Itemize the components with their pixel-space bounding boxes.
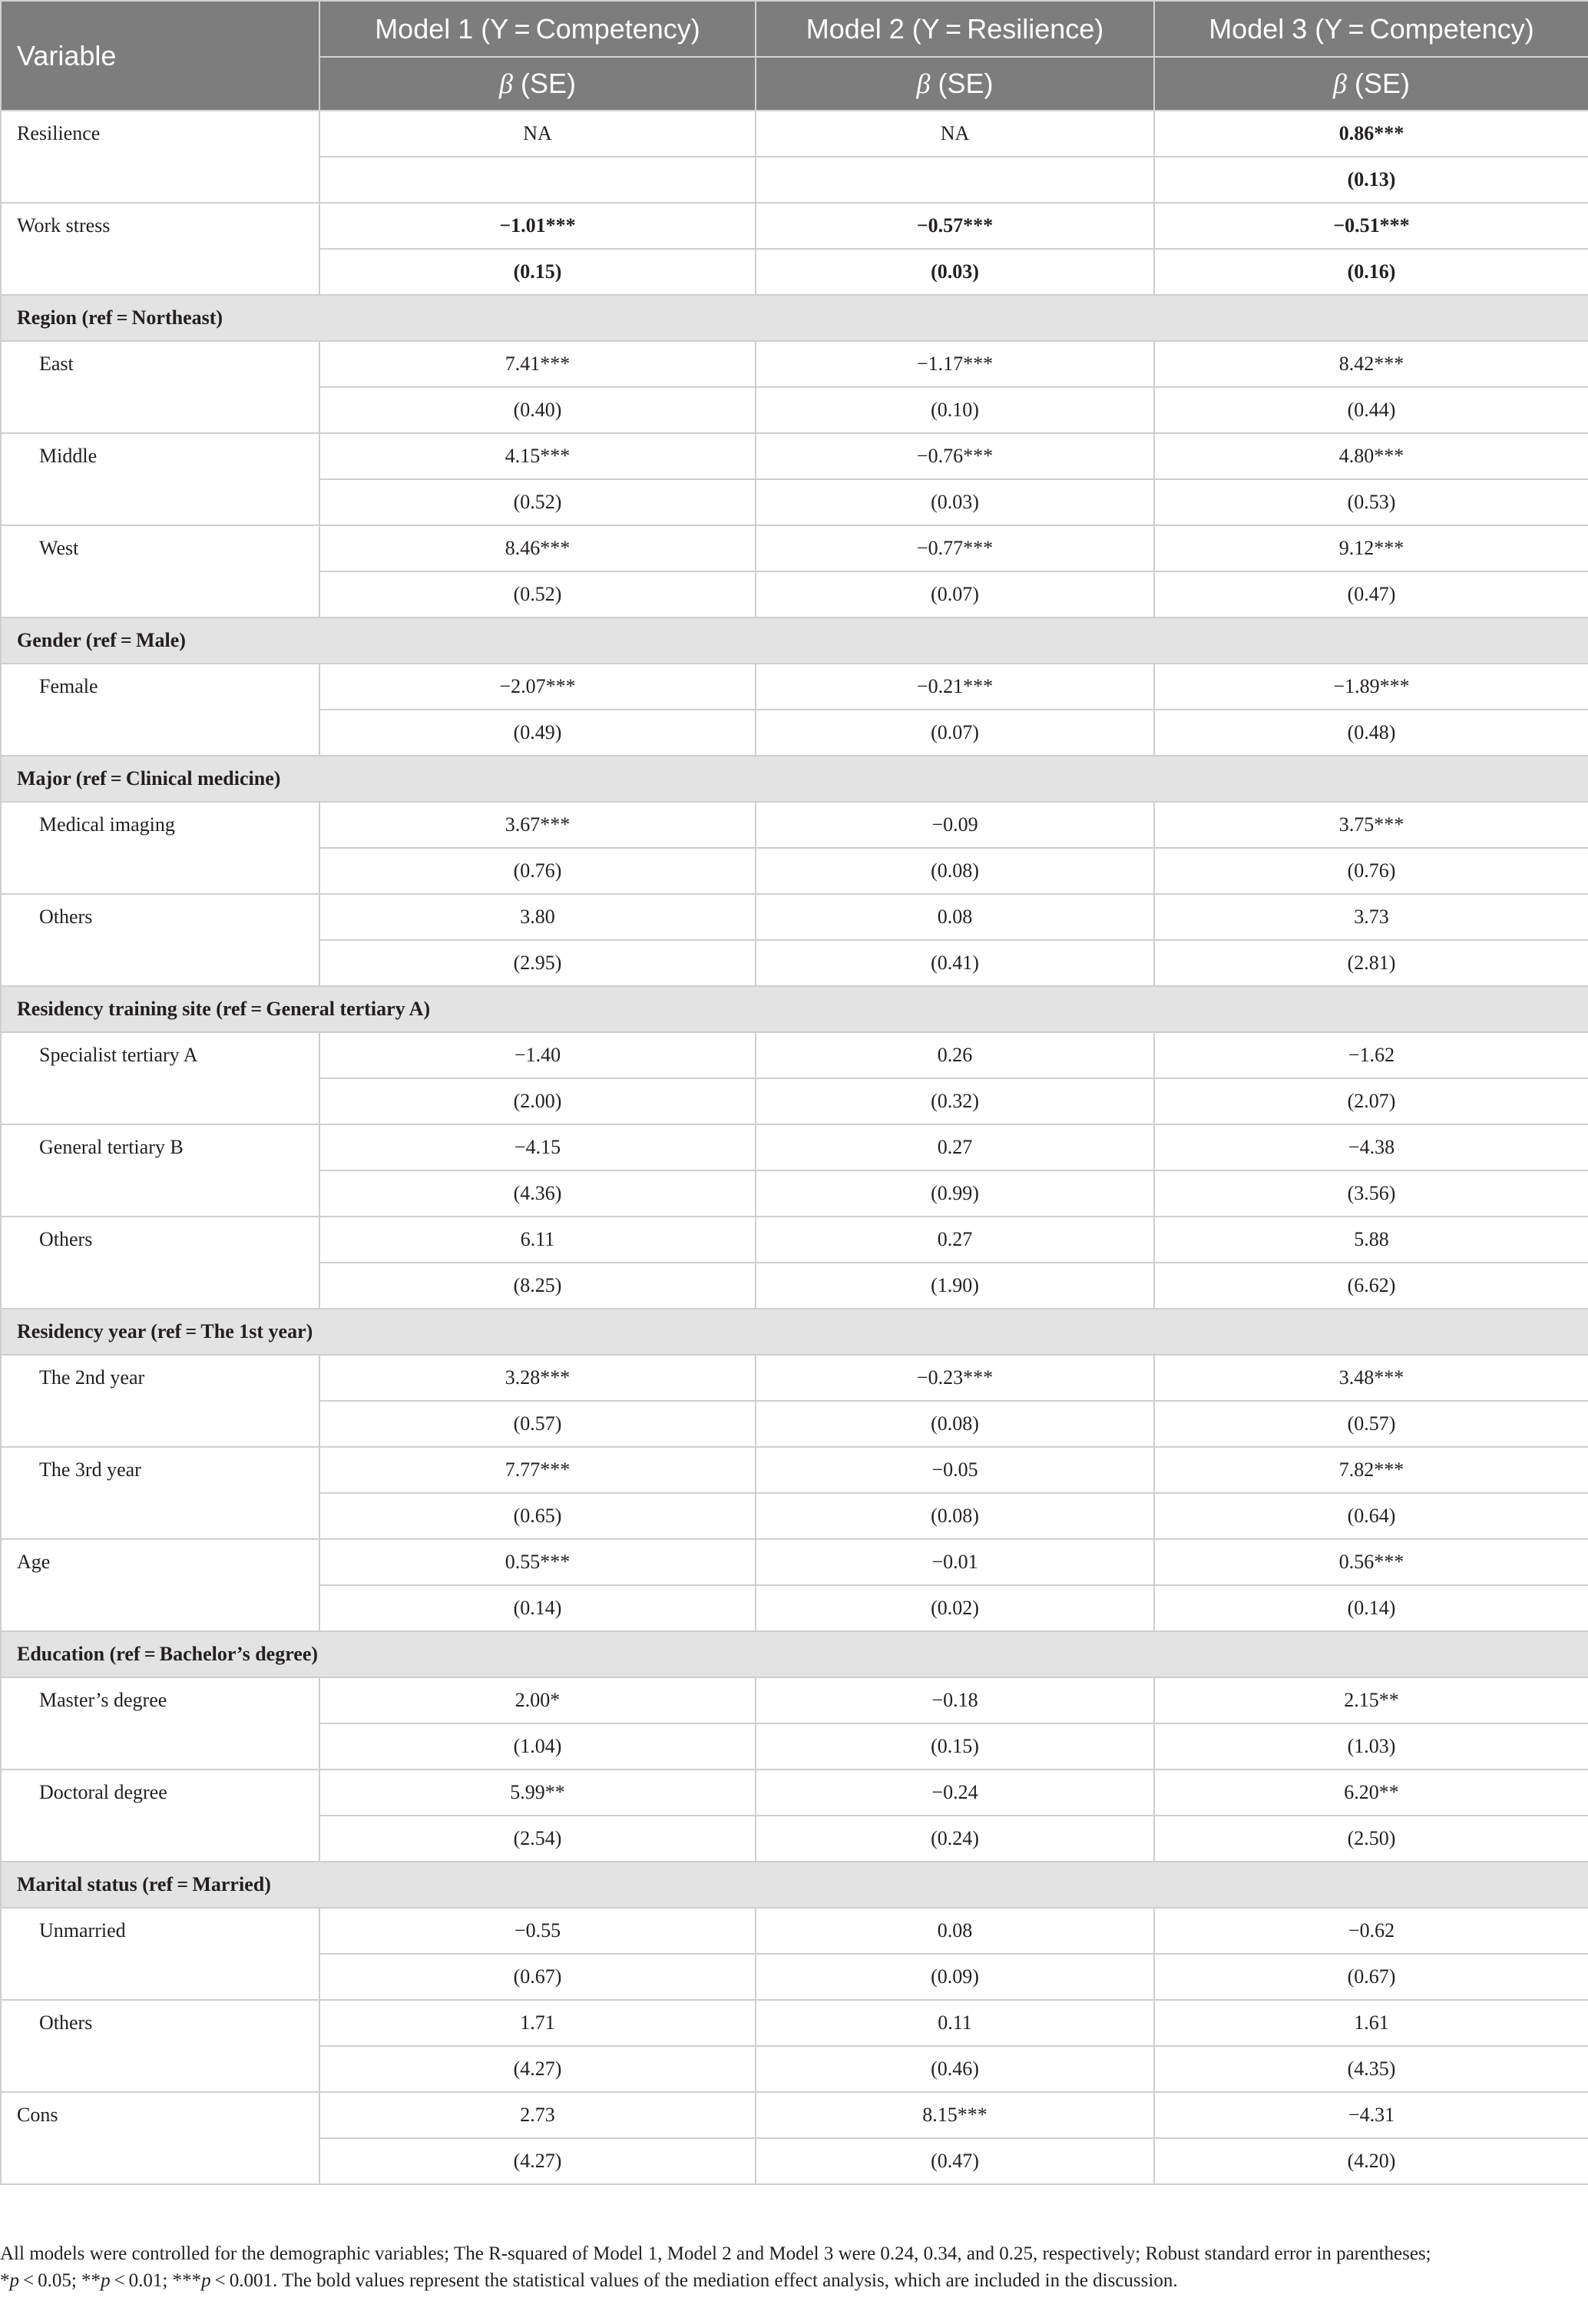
variable-label: General tertiary B (1, 1124, 319, 1217)
standard-error-cell: (0.49) (319, 710, 756, 756)
coefficient-cell: 6.11 (319, 1217, 756, 1263)
variable-label: Medical imaging (1, 802, 319, 894)
standard-error-cell: (2.95) (319, 940, 756, 986)
standard-error-cell: (0.76) (319, 848, 756, 894)
coefficient-cell: 7.77*** (319, 1447, 756, 1493)
coefficient-cell: −0.05 (756, 1447, 1154, 1493)
standard-error-cell: (0.08) (756, 848, 1154, 894)
coefficient-cell: −1.89*** (1154, 664, 1588, 710)
category-row (1, 756, 1588, 802)
coefficient-cell: NA (319, 111, 756, 157)
variable-label: Specialist tertiary A (1, 1032, 319, 1124)
coefficient-cell: 3.80 (319, 894, 756, 940)
estimate-row (1, 111, 1588, 157)
standard-error-cell: (4.36) (319, 1170, 756, 1217)
coefficient-cell: 3.28*** (319, 1355, 756, 1401)
variable-label: The 2nd year (1, 1355, 319, 1447)
p-symbol: p (9, 2270, 19, 2291)
coefficient-cell: 2.73 (319, 2092, 756, 2138)
coefficient-cell: −1.40 (319, 1032, 756, 1078)
standard-error-cell: (2.81) (1154, 940, 1588, 986)
variable-label: Work stress (1, 203, 319, 295)
estimate-row (1, 433, 1588, 479)
variable-label: East (1, 341, 319, 433)
coefficient-cell: 1.61 (1154, 2000, 1588, 2046)
footnote-p-marker: * (0, 2270, 10, 2291)
model2-column-header: Model 2 (Y = Resilience) (756, 1, 1154, 57)
coefficient-cell: 4.15*** (319, 433, 756, 479)
category-label: Residency year (ref = The 1st year) (1, 1309, 1588, 1355)
se-label: (SE) (520, 68, 576, 99)
variable-label: West (1, 525, 319, 617)
estimate-row (1, 664, 1588, 710)
standard-error-cell: (0.08) (756, 1401, 1154, 1447)
coefficient-cell: −0.18 (756, 1677, 1154, 1723)
category-label: Marital status (ref = Married) (1, 1862, 1588, 1908)
estimate-row (1, 341, 1588, 387)
variable-label: Middle (1, 433, 319, 525)
estimate-row (1, 1355, 1588, 1401)
coefficient-cell: NA (756, 111, 1154, 157)
standard-error-cell: (4.27) (319, 2046, 756, 2092)
standard-error-cell: (0.67) (319, 1954, 756, 2000)
standard-error-cell: (2.50) (1154, 1816, 1588, 1862)
coefficient-cell: −4.31 (1154, 2092, 1588, 2138)
coefficient-cell: −1.62 (1154, 1032, 1588, 1078)
variable-label: Resilience (1, 111, 319, 203)
table-body (1, 111, 1588, 2184)
estimate-row (1, 525, 1588, 571)
standard-error-cell: (0.07) (756, 571, 1154, 617)
standard-error-cell: (0.48) (1154, 710, 1588, 756)
coefficient-cell: 0.27 (756, 1217, 1154, 1263)
standard-error-cell: (0.08) (756, 1493, 1154, 1539)
variable-label: The 3rd year (1, 1447, 319, 1539)
model3-column-header: Model 3 (Y = Competency) (1154, 1, 1588, 57)
coefficient-cell: −0.55 (319, 1908, 756, 1954)
standard-error-cell: (0.64) (1154, 1493, 1588, 1539)
standard-error-cell: (0.24) (756, 1816, 1154, 1862)
coefficient-cell: −0.23*** (756, 1355, 1154, 1401)
standard-error-cell: (1.90) (756, 1263, 1154, 1309)
model2-subheader (756, 57, 1154, 111)
standard-error-cell: (0.15) (319, 249, 756, 295)
standard-error-cell: (4.20) (1154, 2138, 1588, 2184)
table-header (1, 1, 1588, 111)
standard-error-cell (319, 157, 756, 203)
standard-error-cell: (2.54) (319, 1816, 756, 1862)
coefficient-cell: 8.15*** (756, 2092, 1154, 2138)
beta-symbol: β (499, 68, 513, 99)
footnote-p05: < 0.05; ** (19, 2270, 101, 2291)
beta-symbol: β (1333, 68, 1347, 99)
coefficient-cell: −0.62 (1154, 1908, 1588, 1954)
coefficient-cell: 5.88 (1154, 1217, 1588, 1263)
p-symbol: p (201, 2270, 211, 2291)
estimate-row (1, 1908, 1588, 1954)
standard-error-cell: (0.10) (756, 387, 1154, 433)
coefficient-cell: 8.42*** (1154, 341, 1588, 387)
coefficient-cell: 9.12*** (1154, 525, 1588, 571)
se-label: (SE) (1354, 68, 1410, 99)
coefficient-cell: 0.56*** (1154, 1539, 1588, 1585)
standard-error-cell: (0.47) (1154, 571, 1588, 617)
coefficient-cell: −0.21*** (756, 664, 1154, 710)
category-row (1, 986, 1588, 1032)
standard-error-cell: (0.15) (756, 1723, 1154, 1769)
table-footnote (0, 2240, 1582, 2294)
coefficient-cell: −0.24 (756, 1769, 1154, 1816)
coefficient-cell: −0.57*** (756, 203, 1154, 249)
se-label: (SE) (938, 68, 994, 99)
category-label: Residency training site (ref = General tertiary A) (1, 986, 1588, 1032)
category-label: Region (ref = Northeast) (1, 295, 1588, 341)
coefficient-cell: 5.99** (319, 1769, 756, 1816)
model1-subheader (319, 57, 756, 111)
standard-error-cell: (1.03) (1154, 1723, 1588, 1769)
category-row (1, 1631, 1588, 1677)
estimate-row (1, 2000, 1588, 2046)
standard-error-cell: (0.02) (756, 1585, 1154, 1631)
coefficient-cell: 7.82*** (1154, 1447, 1588, 1493)
coefficient-cell: 8.46*** (319, 525, 756, 571)
footnote-line1: All models were controlled for the demographic variables; The R-squared of Model 1, Model 2 and Model 3 were 0.24, 0.34, and 0.25, respectively; Robust standard error in parentheses; (0, 2243, 1431, 2264)
p-symbol: p (101, 2270, 111, 2291)
estimate-row (1, 1217, 1588, 1263)
standard-error-cell (756, 157, 1154, 203)
standard-error-cell: (0.03) (756, 249, 1154, 295)
coefficient-cell: 3.48*** (1154, 1355, 1588, 1401)
coefficient-cell: 3.67*** (319, 802, 756, 848)
coefficient-cell: −0.76*** (756, 433, 1154, 479)
variable-label: Female (1, 664, 319, 756)
coefficient-cell: 0.55*** (319, 1539, 756, 1585)
coefficient-cell: −1.01*** (319, 203, 756, 249)
standard-error-cell: (0.99) (756, 1170, 1154, 1217)
estimate-row (1, 802, 1588, 848)
coefficient-cell: 0.86*** (1154, 111, 1588, 157)
variable-label: Age (1, 1539, 319, 1631)
coefficient-cell: 1.71 (319, 2000, 756, 2046)
variable-label: Unmarried (1, 1908, 319, 2000)
coefficient-cell: −4.38 (1154, 1124, 1588, 1170)
standard-error-cell: (6.62) (1154, 1263, 1588, 1309)
standard-error-cell: (0.03) (756, 479, 1154, 525)
variable-column-header: Variable (1, 1, 319, 111)
standard-error-cell: (0.57) (1154, 1401, 1588, 1447)
coefficient-cell: −0.09 (756, 802, 1154, 848)
standard-error-cell: (0.41) (756, 940, 1154, 986)
estimate-row (1, 894, 1588, 940)
coefficient-cell: 3.75*** (1154, 802, 1588, 848)
model3-subheader (1154, 57, 1588, 111)
coefficient-cell: −0.77*** (756, 525, 1154, 571)
coefficient-cell: 2.15** (1154, 1677, 1588, 1723)
category-label: Education (ref = Bachelor’s degree) (1, 1631, 1588, 1677)
standard-error-cell: (0.52) (319, 571, 756, 617)
coefficient-cell: 7.41*** (319, 341, 756, 387)
estimate-row (1, 1124, 1588, 1170)
coefficient-cell: 6.20** (1154, 1769, 1588, 1816)
estimate-row (1, 1539, 1588, 1585)
beta-symbol: β (916, 68, 931, 99)
estimate-row (1, 2092, 1588, 2138)
estimate-row (1, 203, 1588, 249)
standard-error-cell: (2.07) (1154, 1078, 1588, 1124)
estimate-row (1, 1032, 1588, 1078)
standard-error-cell: (0.53) (1154, 479, 1588, 525)
coefficient-cell: −4.15 (319, 1124, 756, 1170)
variable-label: Others (1, 894, 319, 986)
variable-label: Doctoral degree (1, 1769, 319, 1862)
footnote-p001: < 0.001. The bold values represent the statistical values of the mediation effect analysis, which are included in the discussion. (210, 2270, 1178, 2291)
coefficient-cell: 0.08 (756, 894, 1154, 940)
standard-error-cell: (3.56) (1154, 1170, 1588, 1217)
coefficient-cell: 3.73 (1154, 894, 1588, 940)
coefficient-cell: −0.01 (756, 1539, 1154, 1585)
variable-label: Others (1, 2000, 319, 2092)
standard-error-cell: (0.14) (319, 1585, 756, 1631)
variable-label: Master’s degree (1, 1677, 319, 1769)
standard-error-cell: (0.67) (1154, 1954, 1588, 2000)
coefficient-cell: 2.00* (319, 1677, 756, 1723)
coefficient-cell: −2.07*** (319, 664, 756, 710)
standard-error-cell: (0.13) (1154, 157, 1588, 203)
standard-error-cell: (0.57) (319, 1401, 756, 1447)
coefficient-cell: −0.51*** (1154, 203, 1588, 249)
standard-error-cell: (1.04) (319, 1723, 756, 1769)
standard-error-cell: (0.44) (1154, 387, 1588, 433)
standard-error-cell: (0.52) (319, 479, 756, 525)
standard-error-cell: (0.09) (756, 1954, 1154, 2000)
standard-error-cell: (0.76) (1154, 848, 1588, 894)
estimate-row (1, 1677, 1588, 1723)
standard-error-cell: (0.47) (756, 2138, 1154, 2184)
category-label: Gender (ref = Male) (1, 617, 1588, 664)
standard-error-cell: (8.25) (319, 1263, 756, 1309)
standard-error-cell: (0.65) (319, 1493, 756, 1539)
footnote-p01: < 0.01; *** (110, 2270, 202, 2291)
standard-error-cell: (4.27) (319, 2138, 756, 2184)
variable-label: Cons (1, 2092, 319, 2184)
estimate-row (1, 1769, 1588, 1816)
category-row (1, 295, 1588, 341)
model1-column-header: Model 1 (Y = Competency) (319, 1, 756, 57)
standard-error-cell: (0.07) (756, 710, 1154, 756)
estimate-row (1, 1447, 1588, 1493)
coefficient-cell: 0.08 (756, 1908, 1154, 1954)
coefficient-cell: 0.11 (756, 2000, 1154, 2046)
category-row (1, 1309, 1588, 1355)
standard-error-cell: (0.40) (319, 387, 756, 433)
category-row (1, 1862, 1588, 1908)
variable-label: Others (1, 1217, 319, 1309)
category-row (1, 617, 1588, 664)
standard-error-cell: (0.32) (756, 1078, 1154, 1124)
standard-error-cell: (0.14) (1154, 1585, 1588, 1631)
coefficient-cell: 4.80*** (1154, 433, 1588, 479)
standard-error-cell: (4.35) (1154, 2046, 1588, 2092)
standard-error-cell: (0.16) (1154, 249, 1588, 295)
standard-error-cell: (2.00) (319, 1078, 756, 1124)
category-label: Major (ref = Clinical medicine) (1, 756, 1588, 802)
coefficient-cell: −1.17*** (756, 341, 1154, 387)
standard-error-cell: (0.46) (756, 2046, 1154, 2092)
coefficient-cell: 0.26 (756, 1032, 1154, 1078)
coefficient-cell: 0.27 (756, 1124, 1154, 1170)
